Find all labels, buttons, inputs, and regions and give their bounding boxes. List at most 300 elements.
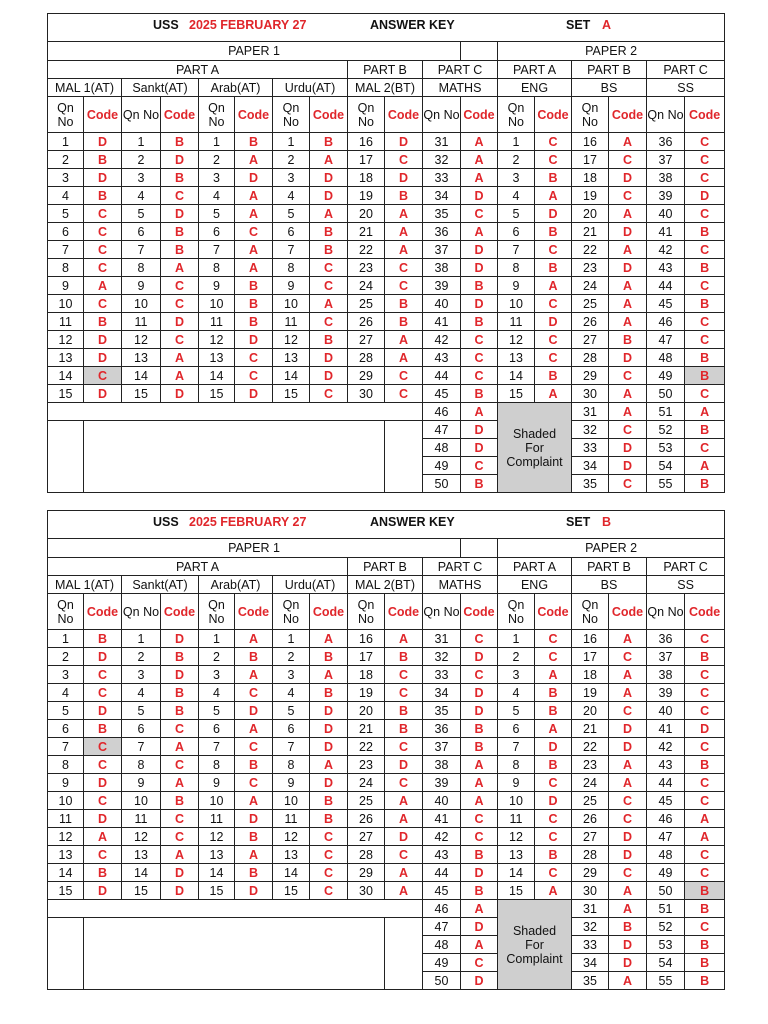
qn-no-header: Qn No <box>48 594 84 630</box>
question-number: 48 <box>423 936 461 954</box>
question-number: 52 <box>647 421 685 439</box>
question-number: 35 <box>572 972 609 990</box>
question-number: 44 <box>647 774 685 792</box>
answer-code: B <box>310 684 348 702</box>
question-number: 50 <box>647 882 685 900</box>
question-number: 46 <box>423 403 461 421</box>
answer-code: D <box>385 756 423 774</box>
question-number: 12 <box>199 828 235 846</box>
answer-code: A <box>609 900 647 918</box>
answer-code: D <box>461 918 498 936</box>
blank-area <box>385 918 423 990</box>
subject-header: MAL 2(BT) <box>348 576 423 594</box>
question-number: 28 <box>348 349 385 367</box>
question-number: 15 <box>273 385 310 403</box>
code-header: Code <box>609 594 647 630</box>
question-number: 39 <box>423 277 461 295</box>
answer-row <box>48 774 725 792</box>
question-number: 37 <box>647 648 685 666</box>
shaded-box-text: Shaded <box>512 426 557 441</box>
answer-code: C <box>310 882 348 900</box>
answer-code: A <box>609 882 647 900</box>
paper1-part-c: PART C <box>423 61 498 79</box>
answer-code: B <box>235 864 273 882</box>
answer-code: C <box>385 385 423 403</box>
question-number: 15 <box>48 385 84 403</box>
answer-code: C <box>461 457 498 475</box>
answer-code: C <box>310 385 348 403</box>
answer-code: D <box>461 187 498 205</box>
paper-divider-cell <box>461 42 498 61</box>
answer-code: A <box>385 223 423 241</box>
answer-code: D <box>310 367 348 385</box>
answer-row <box>48 187 725 205</box>
shaded-for-complaint-box <box>498 403 572 493</box>
answer-code: B <box>461 475 498 493</box>
question-number: 38 <box>647 169 685 187</box>
question-number: 2 <box>122 151 161 169</box>
question-number: 15 <box>498 385 535 403</box>
answer-code: B <box>685 295 725 313</box>
answer-code: A <box>235 205 273 223</box>
answer-code: D <box>161 151 199 169</box>
question-number: 6 <box>48 720 84 738</box>
answer-code: A <box>461 151 498 169</box>
blank-area <box>385 900 423 918</box>
question-number: 20 <box>348 702 385 720</box>
question-number: 8 <box>273 756 310 774</box>
answer-row <box>48 918 725 936</box>
answer-code: A <box>461 223 498 241</box>
question-number: 27 <box>572 828 609 846</box>
question-number: 54 <box>647 457 685 475</box>
question-number: 13 <box>273 349 310 367</box>
question-number: 11 <box>273 313 310 331</box>
question-number: 2 <box>273 151 310 169</box>
question-number: 1 <box>122 630 161 648</box>
question-number: 12 <box>199 331 235 349</box>
question-number: 1 <box>122 133 161 151</box>
question-number: 6 <box>199 720 235 738</box>
question-number: 8 <box>199 259 235 277</box>
question-number: 39 <box>423 774 461 792</box>
exam-label: USS <box>153 515 179 529</box>
question-number: 47 <box>647 331 685 349</box>
paper1-part-c: PART C <box>423 558 498 576</box>
qn-no-header: Qn No <box>122 97 161 133</box>
question-number: 11 <box>48 810 84 828</box>
answer-code: B <box>685 936 725 954</box>
shaded-for-complaint-box <box>498 900 572 990</box>
question-number: 27 <box>348 331 385 349</box>
answer-code: A <box>310 205 348 223</box>
answer-code: D <box>535 738 572 756</box>
question-number: 15 <box>48 882 84 900</box>
subject-header: SS <box>647 576 725 594</box>
qn-no-header: Qn No <box>199 594 235 630</box>
answer-row <box>48 241 725 259</box>
question-number: 1 <box>48 133 84 151</box>
qn-no-header: Qn No <box>273 594 310 630</box>
subject-header: Urdu(AT) <box>273 79 348 97</box>
answer-code: C <box>310 259 348 277</box>
question-number: 24 <box>348 774 385 792</box>
answer-row <box>48 403 725 421</box>
answer-code: D <box>609 846 647 864</box>
answer-code: D <box>84 331 122 349</box>
question-number: 21 <box>348 720 385 738</box>
answer-code: B <box>235 828 273 846</box>
question-number: 36 <box>647 630 685 648</box>
answer-code: C <box>609 648 647 666</box>
code-header: Code <box>310 594 348 630</box>
answer-code: A <box>235 187 273 205</box>
question-number: 1 <box>273 630 310 648</box>
question-number: 9 <box>48 277 84 295</box>
answer-code: A <box>310 756 348 774</box>
blank-area <box>385 403 423 421</box>
answer-code: A <box>235 720 273 738</box>
question-number: 4 <box>48 684 84 702</box>
answer-code: C <box>161 810 199 828</box>
answer-code: A <box>535 720 572 738</box>
question-number: 12 <box>122 331 161 349</box>
answer-code: D <box>161 882 199 900</box>
answer-code: B <box>84 864 122 882</box>
answer-code: B <box>535 846 572 864</box>
question-number: 41 <box>423 810 461 828</box>
answer-code: A <box>235 792 273 810</box>
exam-date: 2025 FEBRUARY 27 <box>189 18 307 32</box>
subject-header: MATHS <box>423 79 498 97</box>
question-number: 38 <box>423 756 461 774</box>
question-number: 16 <box>348 630 385 648</box>
answer-code: D <box>609 439 647 457</box>
question-number: 37 <box>647 151 685 169</box>
question-number: 45 <box>647 792 685 810</box>
question-number: 5 <box>273 205 310 223</box>
question-number: 14 <box>199 367 235 385</box>
answer-code: A <box>385 792 423 810</box>
qn-no-header: Qn No <box>423 594 461 630</box>
question-number: 28 <box>572 349 609 367</box>
question-number: 3 <box>498 666 535 684</box>
answer-code: A <box>161 259 199 277</box>
answer-code: C <box>235 684 273 702</box>
question-number: 19 <box>572 187 609 205</box>
question-number: 30 <box>572 882 609 900</box>
answer-code: C <box>385 666 423 684</box>
question-number: 5 <box>48 205 84 223</box>
subject-header: MATHS <box>423 576 498 594</box>
question-number: 10 <box>122 295 161 313</box>
question-number: 6 <box>48 223 84 241</box>
answer-row <box>48 133 725 151</box>
answer-code: C <box>84 241 122 259</box>
question-number: 32 <box>423 151 461 169</box>
answer-code: A <box>535 187 572 205</box>
question-number: 7 <box>498 738 535 756</box>
question-number: 47 <box>423 918 461 936</box>
question-number: 43 <box>647 756 685 774</box>
answer-code: A <box>461 756 498 774</box>
answer-code: C <box>535 774 572 792</box>
question-number: 6 <box>498 720 535 738</box>
answer-code: B <box>685 648 725 666</box>
answer-code: B <box>685 223 725 241</box>
question-number: 42 <box>647 241 685 259</box>
answer-code: A <box>609 313 647 331</box>
answer-code: B <box>461 738 498 756</box>
answer-code: B <box>161 133 199 151</box>
answer-code: A <box>609 205 647 223</box>
answer-code: C <box>685 439 725 457</box>
answer-code: B <box>685 882 725 900</box>
answer-code: D <box>609 457 647 475</box>
answer-row <box>48 630 725 648</box>
answer-code: C <box>609 475 647 493</box>
blank-area <box>84 421 385 493</box>
answer-code: D <box>461 684 498 702</box>
answer-code: C <box>609 421 647 439</box>
answer-code: A <box>385 241 423 259</box>
question-number: 44 <box>423 367 461 385</box>
answer-code: D <box>685 187 725 205</box>
qn-no-header: Qn No <box>572 594 609 630</box>
answer-code: B <box>161 223 199 241</box>
question-number: 12 <box>122 828 161 846</box>
answer-code: D <box>310 169 348 187</box>
question-number: 33 <box>572 936 609 954</box>
question-number: 26 <box>348 313 385 331</box>
answer-code: C <box>609 702 647 720</box>
answer-code: C <box>161 756 199 774</box>
paper-1-header: PAPER 1 <box>48 539 461 558</box>
answer-code: A <box>609 295 647 313</box>
answer-code: D <box>609 828 647 846</box>
answer-code: B <box>310 810 348 828</box>
question-number: 9 <box>199 277 235 295</box>
answer-row <box>48 720 725 738</box>
question-number: 5 <box>122 702 161 720</box>
question-number: 11 <box>498 810 535 828</box>
question-number: 15 <box>273 882 310 900</box>
question-number: 49 <box>423 954 461 972</box>
question-number: 28 <box>572 846 609 864</box>
answer-code: D <box>461 439 498 457</box>
question-number: 4 <box>122 684 161 702</box>
question-number: 20 <box>572 702 609 720</box>
answer-code: B <box>235 756 273 774</box>
question-number: 9 <box>199 774 235 792</box>
question-number: 13 <box>199 349 235 367</box>
answer-code: D <box>685 720 725 738</box>
answer-code: C <box>461 367 498 385</box>
shaded-box-text: For <box>525 937 544 952</box>
question-number: 35 <box>423 702 461 720</box>
answer-code: A <box>609 972 647 990</box>
question-number: 6 <box>498 223 535 241</box>
answer-code: A <box>385 331 423 349</box>
answer-code: B <box>235 277 273 295</box>
question-number: 46 <box>647 313 685 331</box>
answer-key-label: ANSWER KEY <box>370 18 455 32</box>
question-number: 31 <box>572 403 609 421</box>
answer-code: A <box>385 882 423 900</box>
answer-key-table <box>47 13 725 493</box>
question-number: 40 <box>423 792 461 810</box>
answer-code: C <box>535 241 572 259</box>
answer-code: C <box>84 223 122 241</box>
paper1-part-b: PART B <box>348 61 423 79</box>
answer-code: B <box>161 684 199 702</box>
answer-code: B <box>235 313 273 331</box>
question-number: 6 <box>122 223 161 241</box>
answer-code: C <box>385 774 423 792</box>
question-number: 6 <box>199 223 235 241</box>
answer-code: C <box>685 666 725 684</box>
question-number: 1 <box>498 133 535 151</box>
answer-code: C <box>84 792 122 810</box>
set-label: SET <box>566 18 591 32</box>
answer-code: A <box>84 277 122 295</box>
answer-code: C <box>609 151 647 169</box>
answer-code: C <box>84 367 122 385</box>
question-number: 19 <box>572 684 609 702</box>
answer-code: C <box>84 259 122 277</box>
question-number: 55 <box>647 972 685 990</box>
answer-key-set-b <box>47 510 720 990</box>
answer-code: D <box>161 666 199 684</box>
question-number: 14 <box>199 864 235 882</box>
subject-header: ENG <box>498 79 572 97</box>
question-number: 7 <box>48 738 84 756</box>
answer-code: B <box>535 756 572 774</box>
shaded-box-text: Shaded <box>512 923 557 938</box>
question-number: 1 <box>498 630 535 648</box>
code-header: Code <box>685 97 725 133</box>
question-number: 23 <box>348 259 385 277</box>
question-number: 53 <box>647 439 685 457</box>
question-number: 4 <box>122 187 161 205</box>
question-number: 43 <box>647 259 685 277</box>
answer-code: D <box>609 720 647 738</box>
answer-code: C <box>685 313 725 331</box>
answer-code: B <box>461 385 498 403</box>
answer-code: D <box>609 259 647 277</box>
question-number: 29 <box>348 864 385 882</box>
answer-code: B <box>609 918 647 936</box>
question-number: 45 <box>423 882 461 900</box>
question-number: 2 <box>48 151 84 169</box>
code-header: Code <box>535 594 572 630</box>
answer-code: B <box>685 367 725 385</box>
answer-code: D <box>235 702 273 720</box>
question-number: 32 <box>572 421 609 439</box>
answer-code: B <box>310 241 348 259</box>
answer-code: B <box>84 630 122 648</box>
question-number: 13 <box>498 349 535 367</box>
code-header: Code <box>235 594 273 630</box>
question-number: 42 <box>423 331 461 349</box>
answer-code: A <box>161 349 199 367</box>
answer-code: D <box>84 385 122 403</box>
answer-row <box>48 349 725 367</box>
answer-code: C <box>685 169 725 187</box>
answer-code: D <box>84 774 122 792</box>
answer-code: D <box>609 936 647 954</box>
answer-code: A <box>535 277 572 295</box>
question-number: 3 <box>498 169 535 187</box>
question-number: 7 <box>498 241 535 259</box>
answer-code: C <box>685 684 725 702</box>
answer-row <box>48 367 725 385</box>
question-number: 23 <box>572 259 609 277</box>
answer-code: D <box>609 223 647 241</box>
answer-code: B <box>461 720 498 738</box>
answer-code: A <box>310 666 348 684</box>
question-number: 6 <box>273 223 310 241</box>
subject-header: Sankt(AT) <box>122 79 199 97</box>
answer-row <box>48 277 725 295</box>
question-number: 24 <box>348 277 385 295</box>
answer-code: C <box>685 918 725 936</box>
answer-code: C <box>461 954 498 972</box>
answer-row <box>48 313 725 331</box>
question-number: 17 <box>348 648 385 666</box>
question-number: 45 <box>423 385 461 403</box>
answer-code: D <box>310 774 348 792</box>
answer-code: C <box>685 630 725 648</box>
answer-code: D <box>235 385 273 403</box>
question-number: 42 <box>647 738 685 756</box>
answer-code: A <box>535 385 572 403</box>
question-number: 38 <box>647 666 685 684</box>
answer-code: C <box>685 205 725 223</box>
answer-code: C <box>385 277 423 295</box>
answer-code: B <box>535 259 572 277</box>
question-number: 7 <box>122 241 161 259</box>
question-number: 31 <box>423 133 461 151</box>
answer-code: A <box>310 151 348 169</box>
question-number: 15 <box>122 882 161 900</box>
answer-row <box>48 900 725 918</box>
answer-code: C <box>685 864 725 882</box>
answer-code: C <box>685 133 725 151</box>
question-number: 3 <box>273 169 310 187</box>
subject-header: MAL 2(BT) <box>348 79 423 97</box>
answer-code: C <box>161 720 199 738</box>
exam-date: 2025 FEBRUARY 27 <box>189 515 307 529</box>
question-number: 33 <box>572 439 609 457</box>
subject-header: MAL 1(AT) <box>48 576 122 594</box>
question-number: 11 <box>273 810 310 828</box>
qn-no-header: Qn No <box>273 97 310 133</box>
question-number: 26 <box>572 313 609 331</box>
question-number: 24 <box>572 774 609 792</box>
answer-row <box>48 259 725 277</box>
question-number: 49 <box>647 367 685 385</box>
question-number: 30 <box>348 385 385 403</box>
answer-code: C <box>535 331 572 349</box>
answer-code: A <box>310 295 348 313</box>
blank-area <box>84 918 385 990</box>
answer-code: B <box>535 684 572 702</box>
answer-code: A <box>461 774 498 792</box>
question-number: 14 <box>122 367 161 385</box>
code-header: Code <box>385 594 423 630</box>
answer-code: B <box>161 648 199 666</box>
